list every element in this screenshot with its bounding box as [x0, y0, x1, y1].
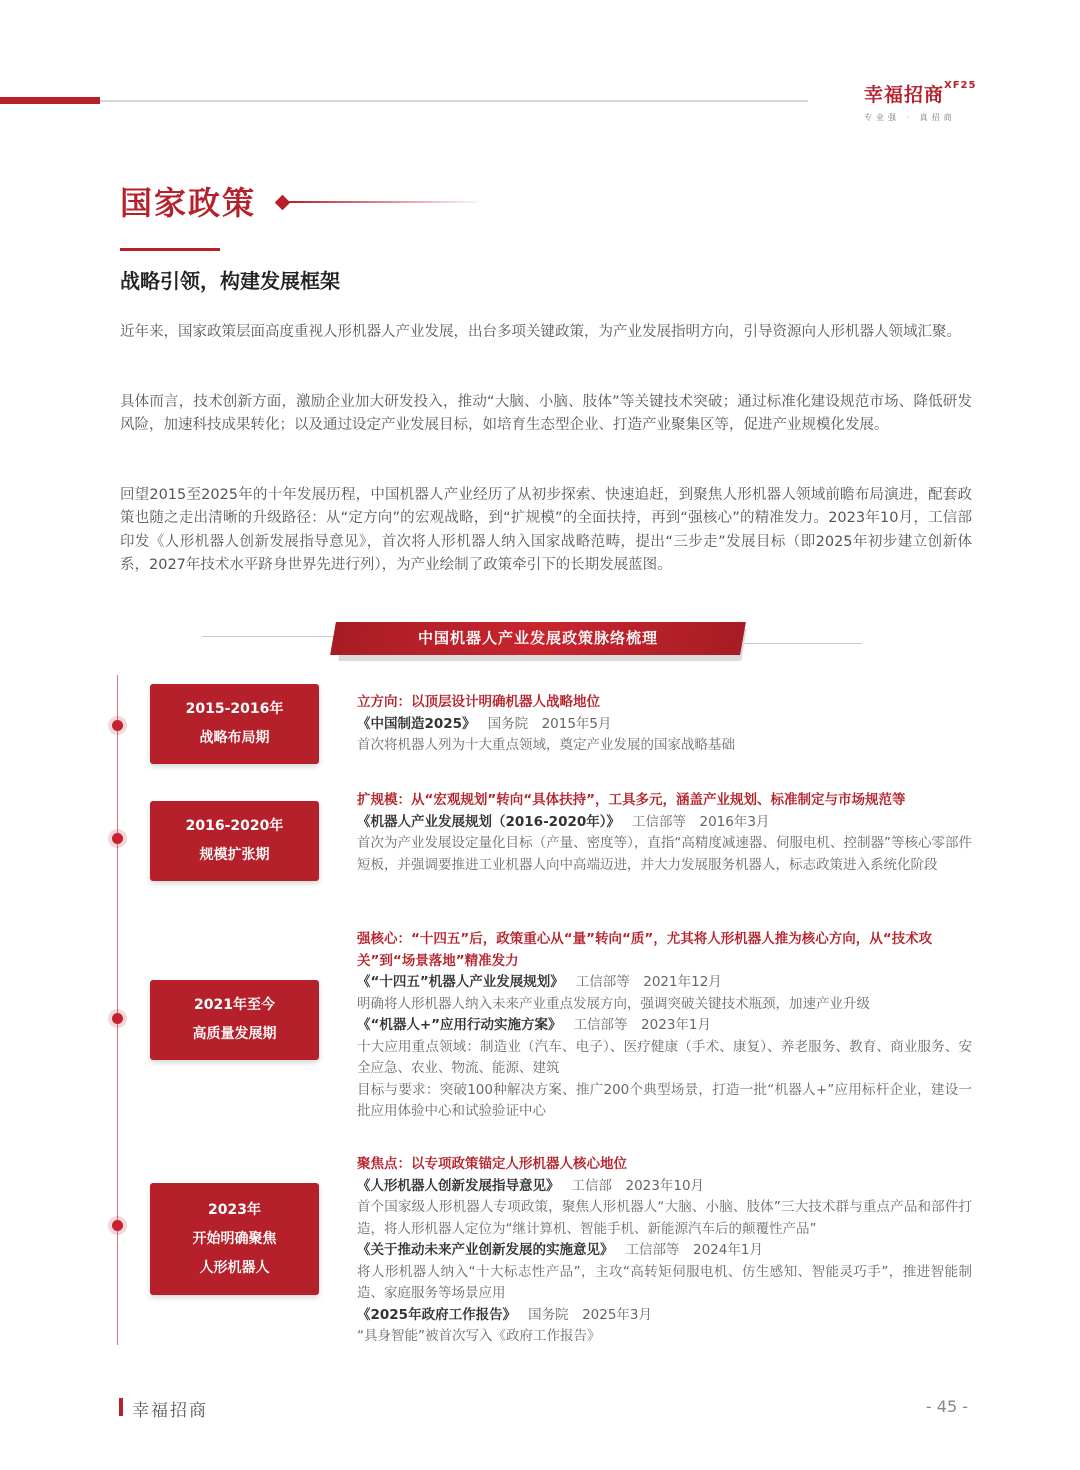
policy-doc-meta: 工信部等 2023年1月	[573, 1017, 712, 1033]
stage-period: 2021年至今	[194, 997, 275, 1013]
stage-heading: 扩规模：从“宏观规划”转向“具体扶持”，工具多元，涵盖产业规划、标准制定与市场规范等	[357, 792, 906, 808]
policy-doc-desc: 十大应用重点领域：制造业（汽车、电子）、医疗健康（手术、康复）、养老服务、教育、商业服务、安全应急、农业、物流、能源、建筑	[357, 1038, 972, 1076]
policy-doc-name: 《人形机器人创新发展指导意见》	[357, 1177, 560, 1194]
policy-doc-meta: 国务院 2025年3月	[528, 1306, 653, 1323]
header-divider	[100, 100, 808, 102]
stage-name: 规模扩张期	[199, 847, 270, 863]
policy-doc	[357, 1305, 972, 1327]
stage-period: 2016-2020年	[185, 818, 284, 834]
section-title: 国家政策	[120, 184, 257, 222]
policy-doc-goals: 目标与要求：突破100种解决方案、推广200个典型场景，打造一批“机器人+”应用标杆企业，建设一批应用体验中心和试验验证中心	[357, 1081, 972, 1119]
detail-paragraph: 具体而言，技术创新方面，激励企业加大研发投入，推动“大脑、小脑、肢体”等关键技术突破；通过标准化建设规范市场、降低研发风险，加速科技成果转化；以及通过设定产业发展目标，如培育生态型企业、打造产业聚集区等，促进产业规模化发展。	[120, 394, 972, 434]
timeline-stage-box	[150, 1183, 319, 1295]
policy-doc-desc: 首次将机器人列为十大重点领域，奠定产业发展的国家战略基础	[357, 737, 735, 753]
title-decoration-line	[288, 201, 478, 203]
stage-heading: 立方向：以顶层设计明确机器人战略地位	[357, 694, 600, 710]
policy-doc-name: 《2025年政府工作报告》	[357, 1306, 517, 1323]
intro-paragraph: 近年来，国家政策层面高度重视人形机器人产业发展，出台多项关键政策，为产业发展指明方向，引导资源向人形机器人领域汇聚。	[120, 324, 961, 340]
stage-heading: 强核心：“十四五”后，政策重心从“量”转向“质”，尤其将人形机器人推为核心方向，从“技术攻关”到“场景落地”精准发力	[357, 931, 933, 969]
stage-name-line2: 人形机器人	[199, 1259, 270, 1276]
stage-name: 高质量发展期	[192, 1026, 277, 1042]
policy-doc-meta: 国务院 2015年5月	[487, 715, 612, 732]
policy-doc-name: 《机器人产业发展规划（2016-2020年）》	[357, 813, 620, 830]
policy-doc-meta: 工信部等 2024年1月	[625, 1242, 763, 1258]
stage-name: 开始明确聚焦	[192, 1230, 277, 1247]
policy-doc-desc: 将人形机器人纳入“十大标志性产品”，主攻“高转矩伺服电机、仿生感知、智能灵巧手”，推进智能制造、家庭服务等场景应用	[357, 1263, 972, 1301]
banner-line-right	[740, 643, 862, 644]
timeline-stage-box	[150, 801, 319, 881]
timeline-dot	[112, 720, 123, 731]
timeline-stage-content	[357, 692, 972, 757]
policy-doc-desc: 首个国家级人形机器人专项政策，聚焦人形机器人“大脑、小脑、肢体”三大技术群与重点产品和部件打造，将人形机器人定位为“继计算机、智能手机、新能源汽车后的颠覆性产品”	[357, 1199, 972, 1237]
policy-doc	[357, 714, 972, 736]
history-paragraph: 回望2015至2025年的十年发展历程，中国机器人产业经历了从初步探索、快速追赶，到聚焦人形机器人领域前瞻布局演进，配套政策也随之走出清晰的升级路径：从“定方向”的宏观战略，到“扩规模”的全面扶持，再到“强核心”的精准发力。2023年10月，工信部印发《人形机器人创新发展指导意见》，首次将人形机器人纳入国家战略范畴，提出“三步走”发展目标（即2025年初步建立创新体系，2027年技术水平跻身世界先进行列），为产业绘制了政策牵引下的长期发展蓝图。	[120, 487, 972, 573]
section-subtitle: 战略引领，构建发展框架	[120, 269, 340, 293]
brand-suffix: XF25	[944, 80, 977, 91]
policy-doc-meta: 工信部 2023年10月	[571, 1177, 705, 1194]
policy-doc-name: 《中国制造2025》	[357, 715, 476, 732]
banner-title: 中国机器人产业发展政策脉络梳理	[417, 629, 658, 647]
policy-doc-desc: “具身智能”被首次写入《政府工作报告》	[357, 1328, 601, 1344]
timeline-dot	[112, 1220, 123, 1231]
stage-name: 战略布局期	[199, 730, 270, 746]
timeline-dot	[112, 833, 123, 844]
page-number: - 45 -	[925, 1397, 968, 1416]
policy-doc	[357, 1176, 972, 1198]
timeline-stage-content	[357, 790, 972, 876]
policy-doc-meta: 工信部等 2016年3月	[632, 813, 770, 830]
timeline-dot	[112, 1013, 123, 1024]
timeline-stage-box	[150, 684, 319, 764]
timeline-stage-content	[357, 1154, 972, 1348]
policy-doc	[357, 812, 972, 834]
policy-doc	[357, 1015, 972, 1037]
timeline-axis	[117, 675, 118, 1345]
brand-slogan: 专业强 · 真招商	[864, 113, 956, 122]
subtitle-accent-bar	[120, 248, 220, 251]
policy-doc-meta: 工信部等 2021年12月	[575, 974, 722, 990]
policy-doc	[357, 972, 972, 994]
footer-accent-bar	[119, 1398, 123, 1416]
policy-doc-name: 《“机器人+”应用行动实施方案》	[357, 1017, 562, 1033]
brand-name: 幸福招商$^{XF25}$	[864, 80, 977, 106]
stage-period: 2023年	[208, 1201, 261, 1218]
footer-brand: 幸福招商	[132, 1401, 208, 1421]
policy-doc-desc: 明确将人形机器人纳入未来产业重点发展方向，强调突破关键技术瓶颈，加速产业升级	[357, 995, 870, 1012]
policy-doc-desc: 首次为产业发展设定量化目标（产量、密度等），直指“高精度减速器、伺服电机、控制器”等核心零部件短板，并强调要推进工业机器人向中高端迈进，并大力发展服务机器人，标志政策进入系统化阶段	[357, 835, 972, 873]
timeline-stage-content	[357, 929, 972, 1123]
header-accent-bar	[0, 97, 100, 104]
brand-logo	[864, 80, 977, 123]
policy-doc	[357, 1240, 972, 1262]
stage-period: 2015-2016年	[185, 701, 284, 717]
policy-doc-name: 《“十四五”机器人产业发展规划》	[357, 974, 564, 990]
timeline-stage-box	[150, 980, 319, 1060]
stage-heading: 聚焦点：以专项政策锚定人形机器人核心地位	[357, 1156, 627, 1172]
policy-doc-name: 《关于推动未来产业创新发展的实施意见》	[357, 1242, 614, 1258]
